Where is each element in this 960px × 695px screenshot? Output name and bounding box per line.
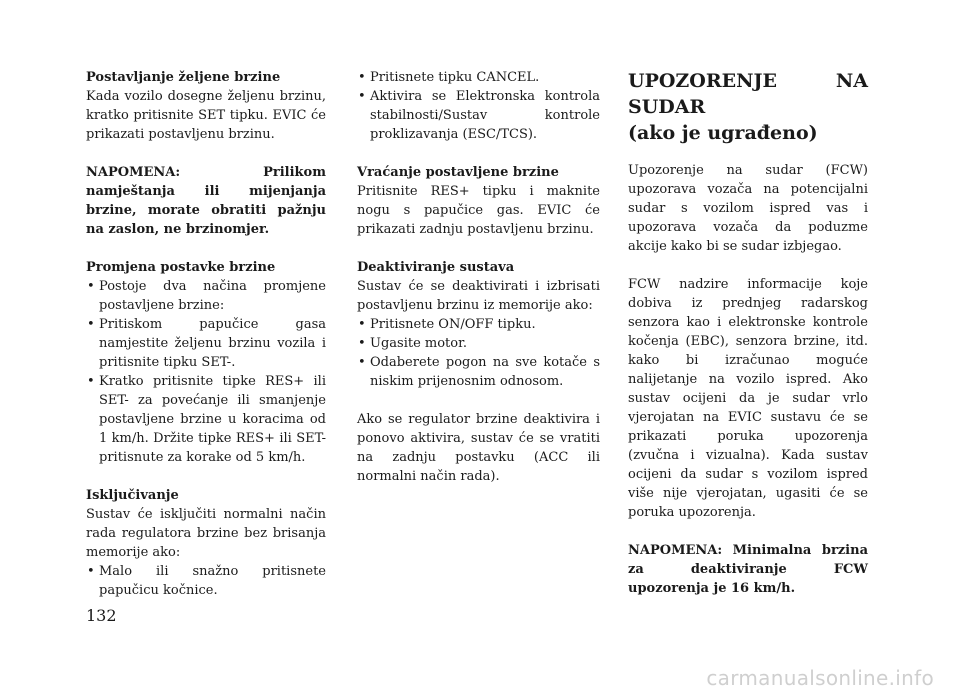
note-speed-display: NAPOMENA: Prilikom namještanja ili mijenjanja brzine, morate obratiti pažnju na zaslon, ne brzinomjer. [86,165,326,237]
watermark: carmanualsonline.info [706,666,934,690]
list-change-speed [86,277,326,467]
list-deactivate [357,315,600,391]
note-fcw-min-speed: NAPOMENA: Minimalna brzina za deaktiviranje FCW upozorenja je 16 km/h. [628,543,868,596]
list-item: • Malo ili snažno pritisnete papučicu kočnice. [86,562,326,600]
paragraph-resume-speed: Pritisnite RES+ tipku i maknite nogu s papučice gas. EVIC će prikazati zadnju postavljenu brzinu. [357,184,600,237]
paragraph-set-speed: Kada vozilo dosegne željenu brzinu, kratko pritisnite SET tipku. EVIC će prikazati postavljenu brzinu. [86,89,326,142]
page-number: 132 [86,606,117,625]
right-column [628,68,868,617]
list-item: • Odaberete pogon na sve kotače s niskim prijenosnim odnosom. [357,353,600,391]
section-title [628,68,868,146]
paragraph-deactivate: Sustav će se deaktivirati i izbrisati postavljenu brzinu iz memorije ako: [357,279,600,313]
list-switch-off-continued [357,68,600,144]
middle-column [357,68,600,505]
list-item: • Pritiskom papučice gasa namjestite željenu brzinu vozila i pritisnite tipku SET-. [86,315,326,372]
section-title-line2: (ako je ugrađeno) [628,122,818,144]
section-title-line1: UPOZORENJE NA SUDAR [628,70,868,118]
section-heading-set-speed: Postavljanje željene brzine [86,70,281,85]
list-item: • Postoje dva načina promjene postavljene brzine: [86,277,326,315]
paragraph-switch-off: Sustav će isključiti normalni način rada regulatora brzine bez brisanja memorije ako: [86,507,326,560]
list-item: • Pritisnete ON/OFF tipku. [357,315,600,334]
section-heading-resume-speed: Vraćanje postavljene brzine [357,165,559,180]
list-item: • Kratko pritisnite tipke RES+ ili SET- za povećanje ili smanjenje postavljene brzine u koracima od 1 km/h. Držite tipke RES+ ili SET- pritisnute za korake od 5 km/h. [86,372,326,467]
list-switch-off [86,562,326,600]
paragraph-reactivate: Ako se regulator brzine deaktivira i ponovo aktivira, sustav će se vratiti na zadnju postavku (ACC ili normalni način rada). [357,412,600,484]
list-item: • Aktivira se Elektronska kontrola stabilnosti/Sustav kontrole proklizavanja (ESC/TCS). [357,87,600,144]
left-column [86,68,326,619]
list-item: • Pritisnete tipku CANCEL. [357,68,600,87]
section-heading-switch-off: Isključivanje [86,488,179,503]
section-heading-deactivate: Deaktiviranje sustava [357,260,515,275]
section-heading-change-speed: Promjena postavke brzine [86,260,276,275]
paragraph-fcw-intro: Upozorenje na sudar (FCW) upozorava vozača na potencijalni sudar s vozilom ispred vas i upozorava vozača da poduzme akcije kako bi se sudar izbjegao. [628,163,868,254]
list-item: • Ugasite motor. [357,334,600,353]
paragraph-fcw-details: FCW nadzire informacije koje dobiva iz prednjeg radarskog senzora kao i elektronske kontrole kočenja (EBC), senzora brzine, itd. kako bi izračunao moguće nalijetanje na vozilo ispred. Ako sustav ocijeni da je sudar vrlo vjerojatan na EVIC sustavu će se prikazati poruka upozorenja (zvučna i vizualna). Kada sustav ocijeni da sudar s vozilom ispred više nije vjerojatan, ugasiti će se poruka upozorenja. [628,277,868,520]
